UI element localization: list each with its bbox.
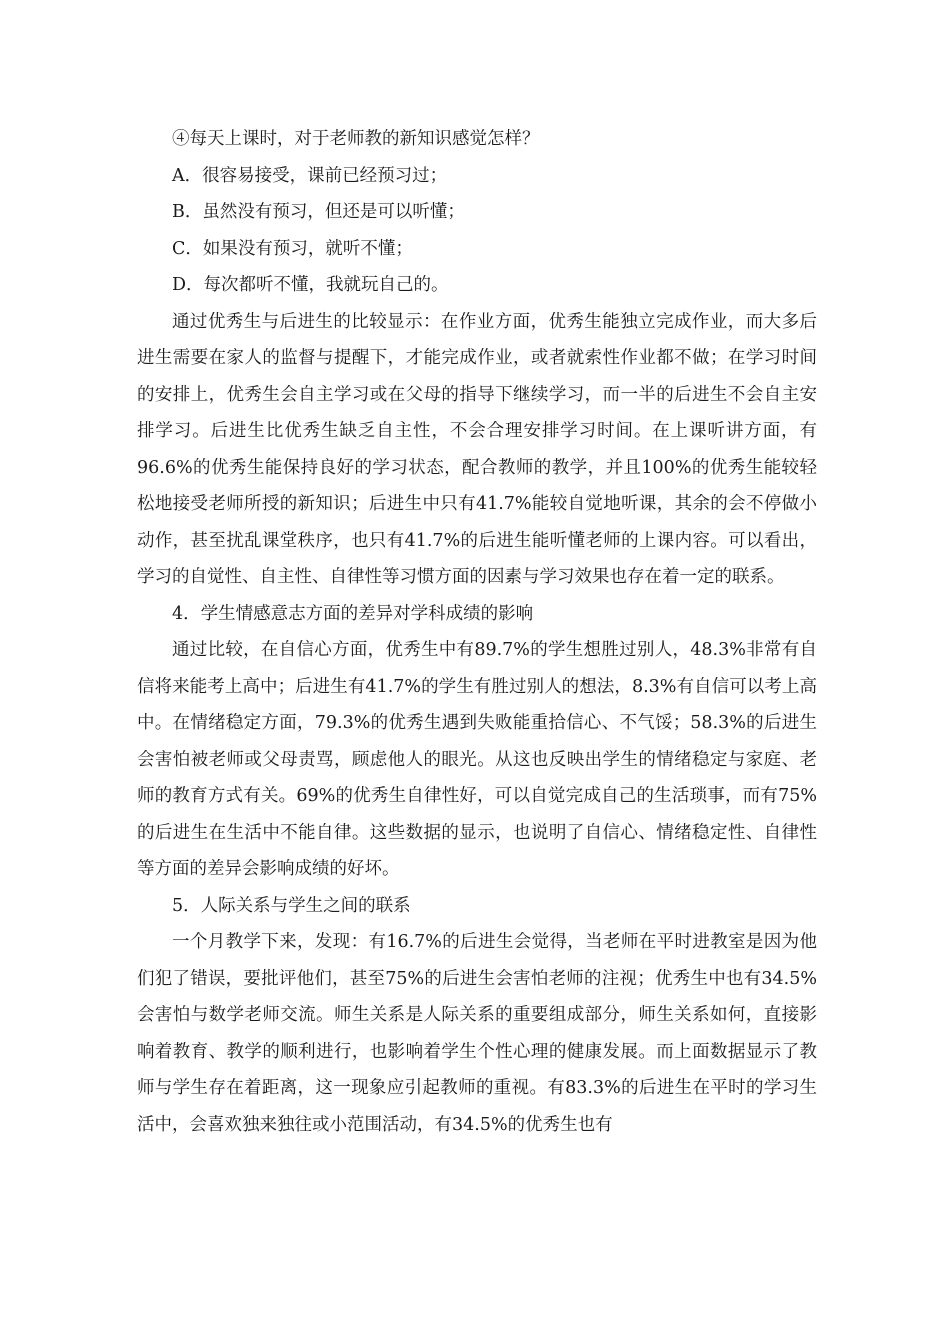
option-d: D．每次都听不懂，我就玩自己的。 — [172, 275, 449, 295]
paragraph-study-habits: 通过优秀生与后进生的比较显示：在作业方面，优秀生能独立完成作业，而大多后进生需要在家人的监督与提醒下，才能完成作业，或者就索性作业都不做；在学习时间的安排上，优秀生会自主学习或在父母的指导下继续学习，而一半的后进生不会自主安排学习。后进生比优秀生缺乏自主性，不会合理安排学习时间。在上课听讲方面，有96.6%的优秀生能保持良好的学习状态，配合教师的教学，并且100%的优秀生能较轻松地接受老师所授的新知识；后进生中只有41.7%能较自觉地听课，其余的会不停做小动作，甚至扰乱课堂秩序，也只有41.7%的后进生能听懂老师的上课内容。可以看出，学习的自觉性、自主性、自律性等习惯方面的因素与学习效果也存在着一定的联系。 — [137, 311, 817, 587]
section-heading-5: 5．人际关系与学生之间的联系 — [172, 895, 411, 916]
section-heading-4: 4．学生情感意志方面的差异对学科成绩的影响 — [172, 603, 534, 624]
option-a: A．很容易接受，课前已经预习过； — [172, 165, 448, 186]
survey-question: ④每天上课时，对于老师教的新知识感觉怎样？ — [172, 129, 540, 149]
option-b: B．虽然没有预习，但还是可以听懂； — [172, 202, 465, 222]
document-body — [137, 121, 817, 1143]
paragraph-relationships: 一个月教学下来，发现：有16.7%的后进生会觉得，当老师在平时进教室是因为他们犯了错误，要批评他们，甚至75%的后进生会害怕老师的注视；优秀生中也有34.5%会害怕与数学老师交流。师生关系是人际关系的重要组成部分，师生关系如何，直接影响着教育、教学的顺利进行，也影响着学生个性心理的健康发展。而上面数据显示了教师与学生存在着距离，这一现象应引起教师的重视。有83.3%的后进生在平时的学习生活中，会喜欢独来独往或小范围活动，有34.5%的优秀生也有 — [137, 932, 817, 1135]
paragraph-emotion-will: 通过比较，在自信心方面，优秀生中有89.7%的学生想胜过别人，48.3%非常有自信将来能考上高中；后进生有41.7%的学生有胜过别人的想法，8.3%有自信可以考上高中。在情绪稳定方面，79.3%的优秀生遇到失败能重拾信心、不气馁；58.3%的后进生会害怕被老师或父母责骂，顾虑他人的眼光。从这也反映出学生的情绪稳定与家庭、老师的教育方式有关。69%的优秀生自律性好，可以自觉完成自己的生活琐事，而有75%的后进生在生活中不能自律。这些数据的显示，也说明了自信心、情绪稳定性、自律性等方面的差异会影响成绩的好坏。 — [137, 640, 817, 879]
option-c: C．如果没有预习，就听不懂； — [172, 238, 413, 259]
